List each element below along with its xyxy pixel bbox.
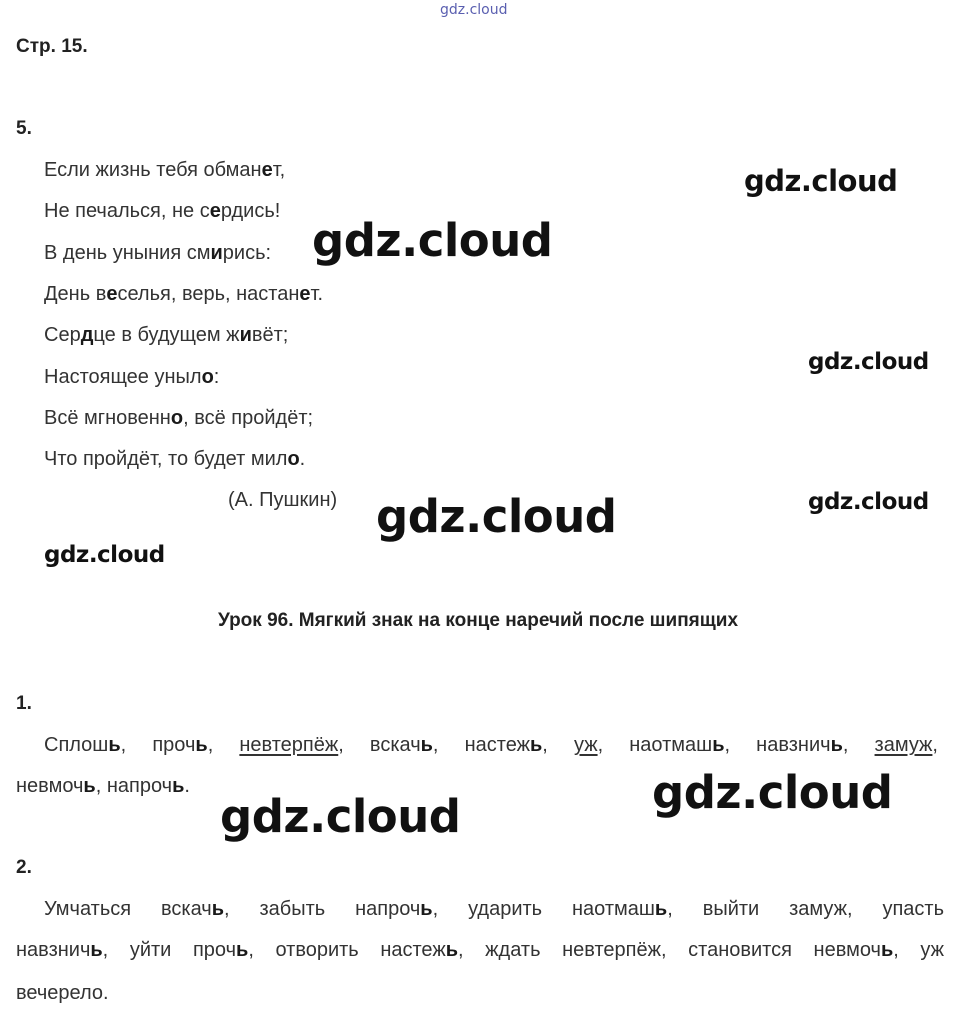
highlighted-letter: ь — [83, 775, 96, 797]
highlighted-letter: ь — [529, 734, 543, 756]
highlighted-letter: ь — [420, 898, 433, 920]
page-label: Стр. 15. — [16, 36, 88, 57]
poem-line — [44, 407, 313, 430]
watermark: gdz.cloud — [744, 164, 898, 198]
highlighted-letter: о — [287, 448, 300, 471]
task2-line-2 — [16, 939, 944, 962]
poem-author: (А. Пушкин) — [228, 489, 338, 511]
watermark: gdz.cloud — [808, 489, 929, 515]
highlighted-letter: д — [80, 324, 94, 347]
text-run: , всё пройдёт; — [183, 406, 314, 429]
text-run: Всё мгновенн — [44, 406, 171, 429]
highlighted-letter: и — [210, 241, 223, 264]
task2-number: 2. — [16, 857, 32, 878]
watermark-top: gdz.cloud — [440, 2, 508, 18]
poem-line — [44, 448, 305, 471]
watermark: gdz.cloud — [376, 490, 617, 543]
text-run: невмоч — [16, 775, 84, 797]
highlighted-letter: ь — [211, 898, 224, 920]
text-run: рись: — [222, 241, 272, 264]
text-run: , — [842, 734, 875, 756]
watermark: gdz.cloud — [312, 214, 553, 267]
text-run: вечерело. — [16, 982, 109, 1004]
highlighted-letter: ь — [90, 939, 103, 961]
text-run: , — [207, 734, 240, 756]
text-run: Не печалься, не с — [44, 200, 210, 223]
highlighted-letter: ь — [172, 775, 185, 797]
task1-line-1 — [44, 734, 938, 757]
highlighted-letter: е — [209, 200, 221, 223]
highlighted-letter: е — [299, 282, 311, 305]
text-run: це в будущем ж — [93, 324, 240, 347]
text-run: В день уныния см — [44, 241, 211, 264]
text-run: Настоящее уныл — [44, 365, 202, 388]
task1-number: 1. — [16, 693, 32, 714]
highlighted-letter: о — [201, 365, 214, 388]
poem-line — [44, 200, 280, 223]
text-run: т, — [272, 159, 286, 181]
highlighted-letter: и — [239, 324, 252, 347]
text-run: . — [299, 448, 306, 471]
task2-line-1 — [44, 898, 944, 921]
task5-number: 5. — [16, 118, 32, 139]
text-run: Умчаться вскач — [44, 898, 212, 920]
text-run: , навзнич — [724, 734, 831, 756]
text-run: навзнич — [16, 939, 91, 961]
text-run: т. — [310, 282, 324, 305]
highlighted-letter: ь — [830, 734, 843, 756]
text-run: . — [184, 775, 190, 797]
text-run: , ждать невтерпёж, становится невмоч — [458, 939, 881, 961]
watermark: gdz.cloud — [44, 542, 165, 568]
highlighted-letter: ь — [236, 939, 249, 961]
highlighted-letter: е — [106, 282, 118, 305]
task1-line-2 — [16, 775, 190, 798]
text-run: , выйти замуж, упасть — [667, 898, 944, 920]
text-run: , уж — [893, 939, 945, 961]
lesson-title: Урок 96. Мягкий знак на конце наречий после шипящих — [217, 610, 739, 631]
highlighted-letter: ь — [880, 939, 894, 961]
poem-line — [44, 324, 288, 347]
poem-line — [44, 366, 219, 389]
highlighted-letter: ь — [195, 734, 208, 756]
poem-line — [44, 159, 285, 182]
highlighted-letter: е — [261, 159, 273, 181]
poem-line — [44, 242, 271, 265]
watermark: gdz.cloud — [808, 349, 929, 375]
text-run: : — [213, 365, 220, 388]
watermark: gdz.cloud — [220, 790, 461, 843]
text-run: селья, верь, настан — [117, 282, 300, 305]
highlighted-letter: о — [170, 406, 184, 429]
underlined-word: невтерпёж — [239, 734, 339, 756]
text-run: , уйти проч — [102, 939, 237, 961]
text-run: Сер — [44, 324, 81, 347]
task2-line-3 — [16, 982, 109, 1005]
text-run: , отворить настеж — [248, 939, 446, 961]
text-run: , вскач — [338, 734, 421, 756]
text-run: , настеж — [432, 734, 530, 756]
highlighted-letter: ь — [445, 939, 459, 961]
highlighted-letter: ь — [654, 898, 668, 920]
text-run: , — [932, 734, 938, 756]
text-run: , напроч — [95, 775, 173, 797]
highlighted-letter: ь — [108, 734, 121, 756]
text-run: Что пройдёт, то будет мил — [44, 448, 288, 471]
watermark: gdz.cloud — [652, 766, 893, 819]
text-run: , проч — [120, 734, 196, 756]
highlighted-letter: ь — [420, 734, 433, 756]
text-run: вёт; — [251, 324, 289, 347]
text-run: рдись! — [220, 200, 281, 223]
text-run: Если жизнь тебя обман — [44, 159, 262, 181]
highlighted-letter: ь — [712, 734, 725, 756]
poem-line — [44, 283, 323, 306]
text-run: День в — [44, 282, 107, 305]
underlined-word: уж — [573, 734, 598, 756]
underlined-word: замуж — [874, 734, 933, 756]
text-run: , наотмаш — [597, 734, 713, 756]
text-run: , — [542, 734, 574, 756]
text-run: Сплош — [44, 734, 109, 756]
text-run: , ударить наотмаш — [432, 898, 655, 920]
text-run: , забыть напроч — [223, 898, 421, 920]
